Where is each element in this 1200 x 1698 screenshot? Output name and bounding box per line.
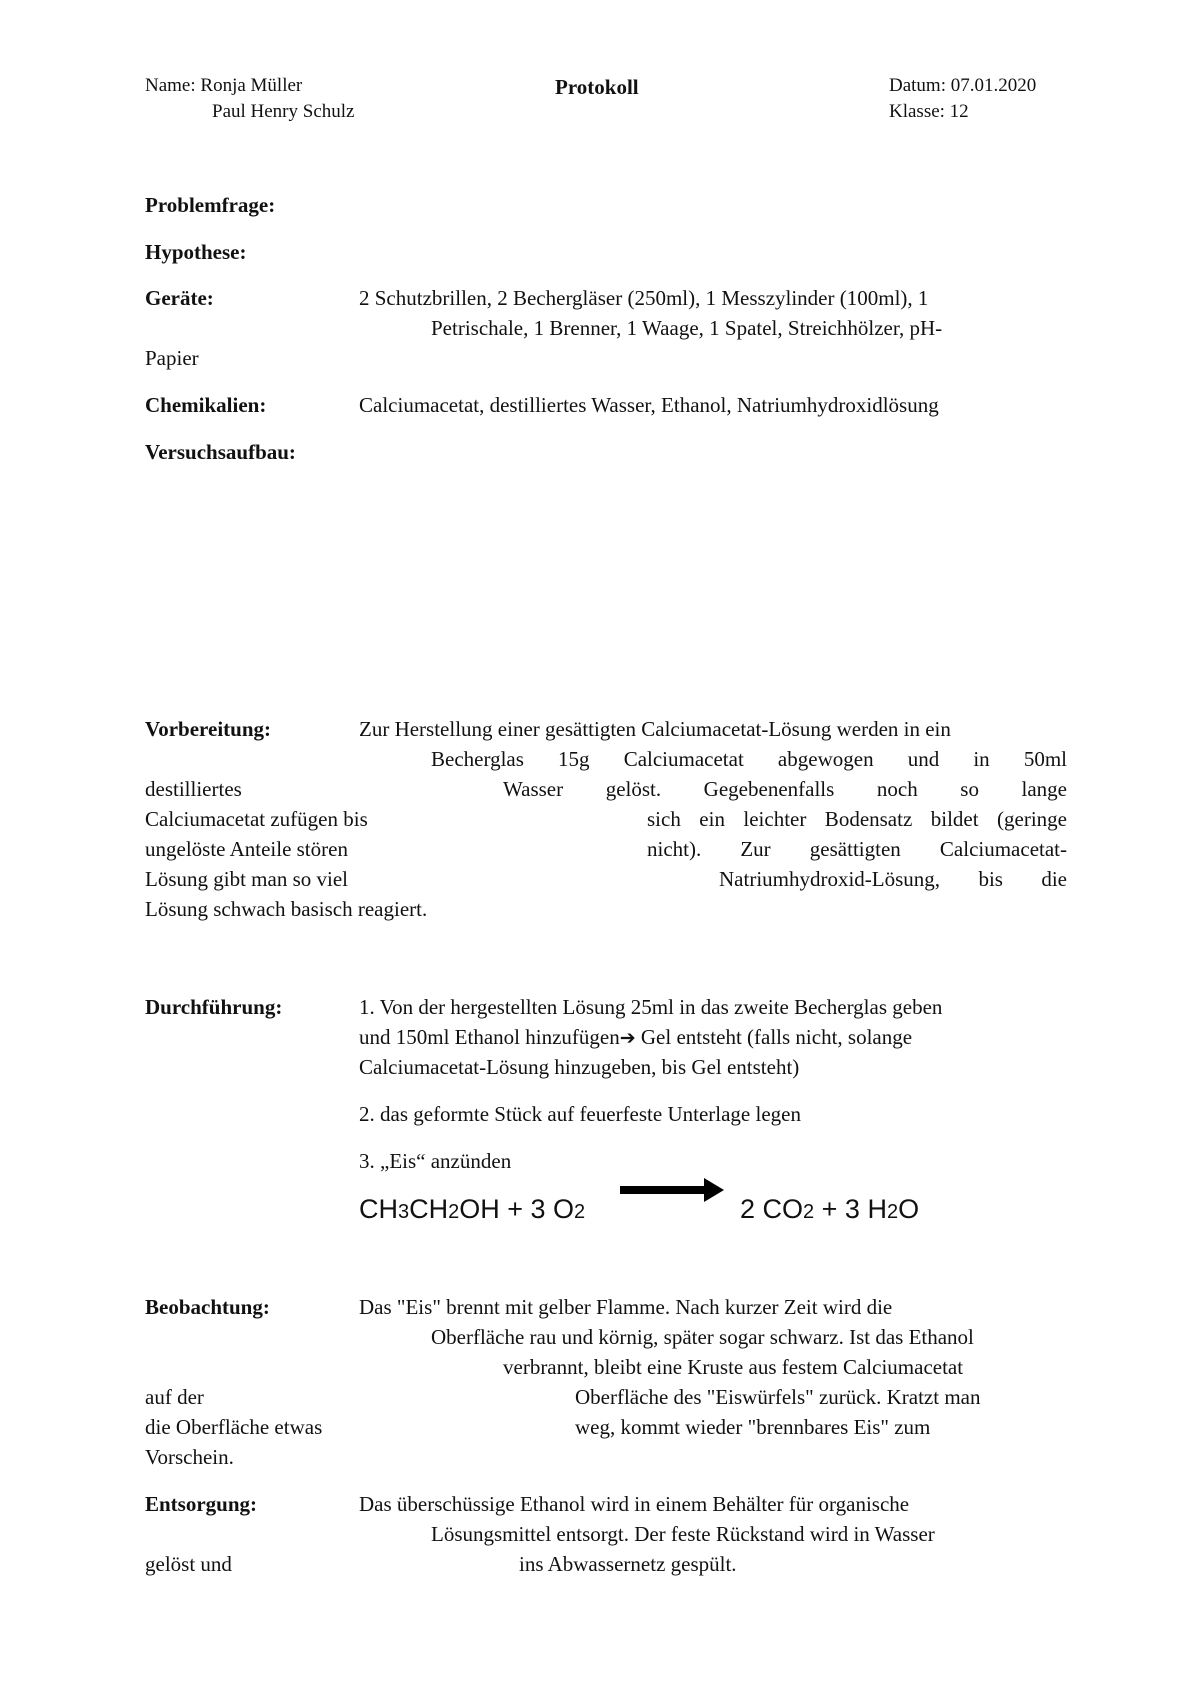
- arrow-right-icon: ➔: [619, 1028, 636, 1049]
- vorbereitung-line-6b: Natriumhydroxid-Lösung, bis die: [719, 867, 1067, 891]
- vorbereitung-line-2: Becherglas 15g Calciumacetat abgewogen und in 50ml: [431, 747, 1067, 771]
- beobachtung-line-4b: Oberfläche des "Eiswürfels" zurück. Kratzt man: [575, 1385, 981, 1409]
- entsorgung-line-3a: gelöst und: [145, 1552, 232, 1576]
- durchfuehrung-step-2: 2. das geformte Stück auf feuerfeste Unterlage legen: [359, 1102, 801, 1126]
- formula-rhs: 2 CO2 + 3 H2O: [740, 1194, 920, 1224]
- reaction-arrow-icon: [620, 1178, 724, 1204]
- entsorgung-line-2: Lösungsmittel entsorgt. Der feste Rückstand wird in Wasser: [431, 1522, 935, 1546]
- geraete-line-3: Papier: [145, 346, 199, 370]
- geraete-heading: Geräte:: [145, 286, 214, 310]
- vorbereitung-line-5b: nicht). Zur gesättigten Calciumacetat-: [647, 837, 1067, 861]
- geraete-line-2: Petrischale, 1 Brenner, 1 Waage, 1 Spatel, Streichhölzer, pH-: [431, 316, 943, 340]
- vorbereitung-line-3b: Wasser gelöst. Gegebenenfalls noch so lange: [503, 777, 1067, 801]
- durchfuehrung-step-1-line-1: 1. Von der hergestellten Lösung 25ml in das zweite Becherglas geben: [359, 995, 943, 1019]
- beobachtung-heading: Beobachtung:: [145, 1295, 270, 1319]
- document-title: Protokoll: [555, 75, 639, 99]
- beobachtung-line-1: Das "Eis" brennt mit gelber Flamme. Nach kurzer Zeit wird die: [359, 1295, 893, 1319]
- problemfrage-heading: Problemfrage:: [145, 193, 276, 217]
- beobachtung-line-6: Vorschein.: [145, 1445, 234, 1469]
- vorbereitung-line-7: Lösung schwach basisch reagiert.: [145, 897, 428, 921]
- date-label: Datum: 07.01.2020: [889, 75, 1037, 96]
- beobachtung-line-3: verbrannt, bleibt eine Kruste aus festem Calciumacetat: [503, 1355, 964, 1379]
- formula-lhs: CH3CH2OH + 3 O2: [359, 1194, 586, 1224]
- geraete-line-1: 2 Schutzbrillen, 2 Bechergläser (250ml), 1 Messzylinder (100ml), 1: [359, 286, 929, 310]
- versuchsaufbau-heading: Versuchsaufbau:: [145, 440, 296, 464]
- beobachtung-line-2: Oberfläche rau und körnig, später sogar schwarz. Ist das Ethanol: [431, 1325, 974, 1349]
- second-name: Paul Henry Schulz: [212, 101, 355, 122]
- entsorgung-heading: Entsorgung:: [145, 1492, 258, 1516]
- durchfuehrung-step-3: 3. „Eis“ anzünden: [359, 1149, 512, 1173]
- class-label: Klasse: 12: [889, 101, 969, 122]
- durchfuehrung-heading: Durchführung:: [145, 995, 283, 1019]
- durchfuehrung-step-1-line-2: [359, 1022, 912, 1054]
- hypothese-heading: Hypothese:: [145, 240, 247, 264]
- vorbereitung-line-3a: destilliertes: [145, 777, 242, 801]
- chemikalien-text: Calciumacetat, destilliertes Wasser, Ethanol, Natriumhydroxidlösung: [359, 393, 939, 417]
- beobachtung-line-5a: die Oberfläche etwas: [145, 1415, 323, 1439]
- step-1-text-a: und 150ml Ethanol hinzufügen: [359, 1025, 620, 1049]
- vorbereitung-line-6a: Lösung gibt man so viel: [145, 867, 348, 891]
- vorbereitung-line-4a: Calciumacetat zufügen bis: [145, 807, 368, 831]
- chemikalien-heading: Chemikalien:: [145, 393, 267, 417]
- name-label: Name: Ronja Müller: [145, 75, 303, 96]
- beobachtung-line-4a: auf der: [145, 1385, 204, 1409]
- beobachtung-line-5b: weg, kommt wieder "brennbares Eis" zum: [575, 1415, 931, 1439]
- vorbereitung-heading: Vorbereitung:: [145, 717, 271, 741]
- vorbereitung-line-5a: ungelöste Anteile stören: [145, 837, 348, 861]
- vorbereitung-line-1: Zur Herstellung einer gesättigten Calciumacetat-Lösung werden in ein: [359, 717, 951, 741]
- durchfuehrung-step-1-line-3: Calciumacetat-Lösung hinzugeben, bis Gel entsteht): [359, 1055, 800, 1079]
- step-1-text-b: Gel entsteht (falls nicht, solange: [635, 1025, 913, 1049]
- entsorgung-line-3b: ins Abwassernetz gespült.: [519, 1552, 737, 1576]
- vorbereitung-line-4b: sich ein leichter Bodensatz bildet (geringe: [647, 807, 1067, 831]
- entsorgung-line-1: Das überschüssige Ethanol wird in einem Behälter für organische: [359, 1492, 910, 1516]
